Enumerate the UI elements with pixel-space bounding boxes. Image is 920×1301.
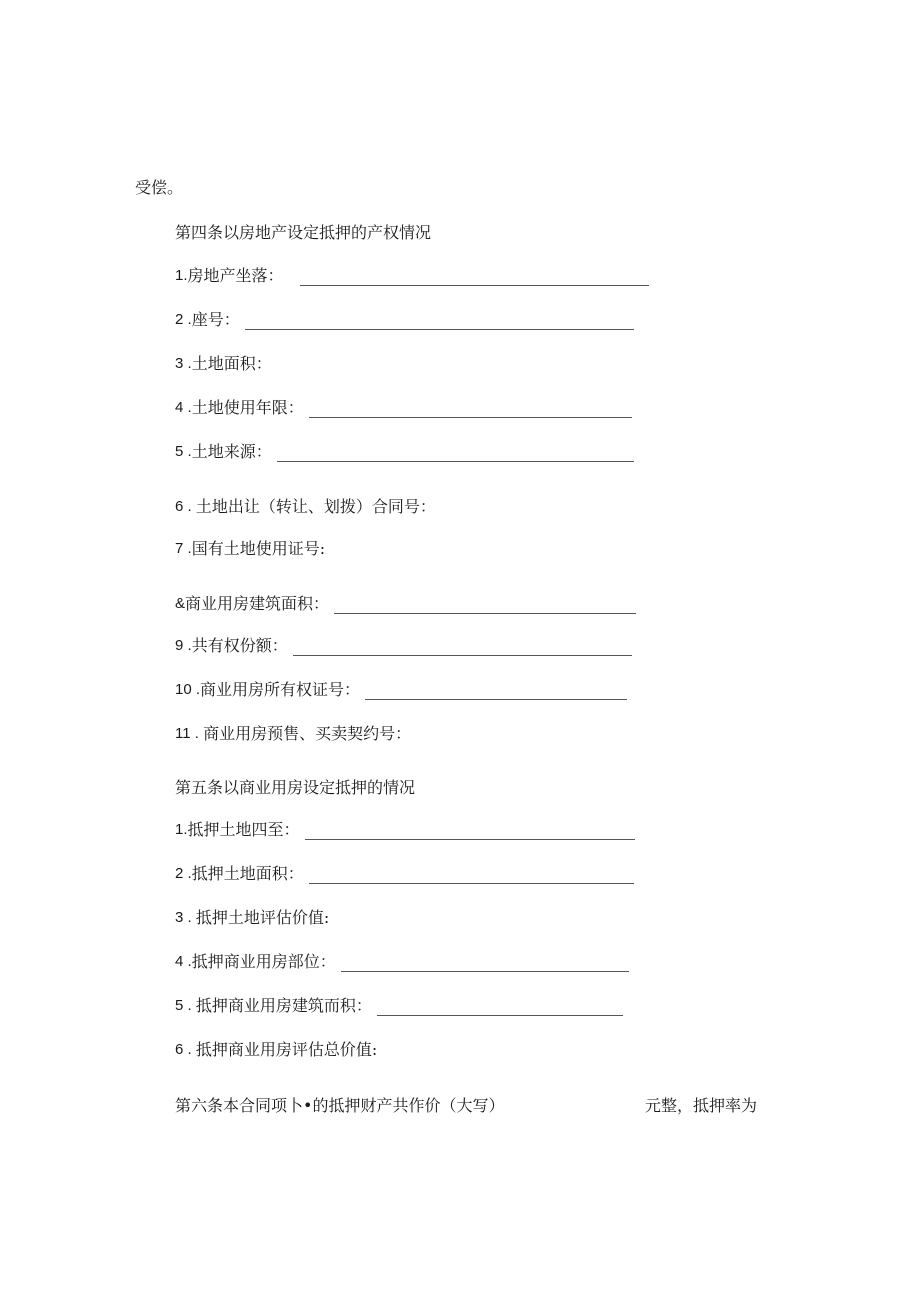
item-number: 4 [175,953,184,970]
a4-item-6: 6 . 土地出让（转让、划拨）合同号： [175,497,436,516]
a4-item-11: 11 . 商业用房预售、买卖契约号： [175,724,412,743]
blank-field[interactable] [309,403,632,418]
blank-field[interactable] [377,1001,623,1016]
item-number: 1 [175,267,184,284]
field-label: 抵押土地四至： [187,820,300,839]
blank-field[interactable] [334,599,636,614]
a5-item-2: 2 . 抵押土地面积： [175,864,634,884]
field-label: 座号： [191,310,240,329]
item-number: 3 [175,909,184,926]
item-number: 2 [175,311,184,328]
item-number: 3 [175,355,184,372]
item-number: 10 [175,681,192,698]
item-number: 4 [175,399,184,416]
field-label: 抵押商业用房建筑而积： [195,996,372,1015]
blank-field[interactable] [277,447,634,462]
item-number: 7 [175,540,184,557]
a4-item-10: 10 . 商业用房所有权证号： [175,680,627,700]
item-number: 1 [175,821,184,838]
field-label: 土地面积： [191,354,272,373]
a4-item-3: 3 . 土地面积： [175,354,272,373]
item-number: 6 [175,1041,184,1058]
item-number: 5 [175,997,184,1014]
field-label: 土地使用年限： [191,398,304,417]
a4-item-2: 2 . 座号： [175,310,634,330]
blank-field[interactable] [245,315,634,330]
a4-item-8 [175,594,636,614]
field-label: 抵押商业用房部位： [191,952,336,971]
a5-item-1: 1 . 抵押土地四至： [175,820,635,840]
field-label: 房地产坐落： [187,266,284,285]
field-label: 抵押商业用房评估总价值: [195,1040,378,1059]
article-6-text-left: 第六条本合同项卜•的抵押财产共作价（大写） [175,1096,505,1115]
field-label: 土地出让（转让、划拨）合同号： [195,497,436,516]
a5-item-3: 3 . 抵押土地评估价值: [175,908,330,927]
blank-field[interactable] [293,641,632,656]
field-label: 土地来源： [191,442,272,461]
item-number: 9 [175,637,184,654]
blank-field[interactable] [305,825,635,840]
blank-field[interactable] [341,957,629,972]
field-label: 抵押土地评估价值: [195,908,330,927]
a4-item-9: 9 . 共有权份额： [175,636,632,656]
blank-field[interactable] [300,271,649,286]
article-6-text-right: 元整，抵押率为 [645,1096,758,1115]
continuation-text: 受偿。 [135,178,184,197]
a4-item-1: 1 . 房地产坐落： [175,266,649,286]
item-number: 2 [175,865,184,882]
a4-item-5: 5 . 土地来源： [175,442,634,462]
a4-item-7: 7 . 国有土地使用证号: [175,539,326,558]
field-label: 商业用房预售、买卖契约号： [203,724,412,743]
item-number: 6 [175,498,184,515]
field-label: 商业用房建筑面积： [185,594,330,613]
article-4-heading: 第四条以房地产设定抵押的产权情况 [175,223,432,242]
item-number: & [175,595,186,612]
item-number: 11 [175,725,191,742]
a4-item-4: 4 . 土地使用年限： [175,398,632,418]
blank-field[interactable] [365,685,627,700]
field-label: 国有土地使用证号: [191,539,326,558]
item-number: 5 [175,443,184,460]
a5-item-5: 5 . 抵押商业用房建筑而积： [175,996,623,1016]
a5-item-4: 4 . 抵押商业用房部位： [175,952,629,972]
field-label: 共有权份额： [191,636,288,655]
a5-item-6: 6 . 抵押商业用房评估总价值: [175,1040,378,1059]
field-label: 抵押土地面积： [191,864,304,883]
blank-field[interactable] [309,869,634,884]
field-label: 商业用房所有权证号： [200,680,361,699]
article-5-heading: 第五条以商业用房设定抵押的情况 [175,778,416,797]
